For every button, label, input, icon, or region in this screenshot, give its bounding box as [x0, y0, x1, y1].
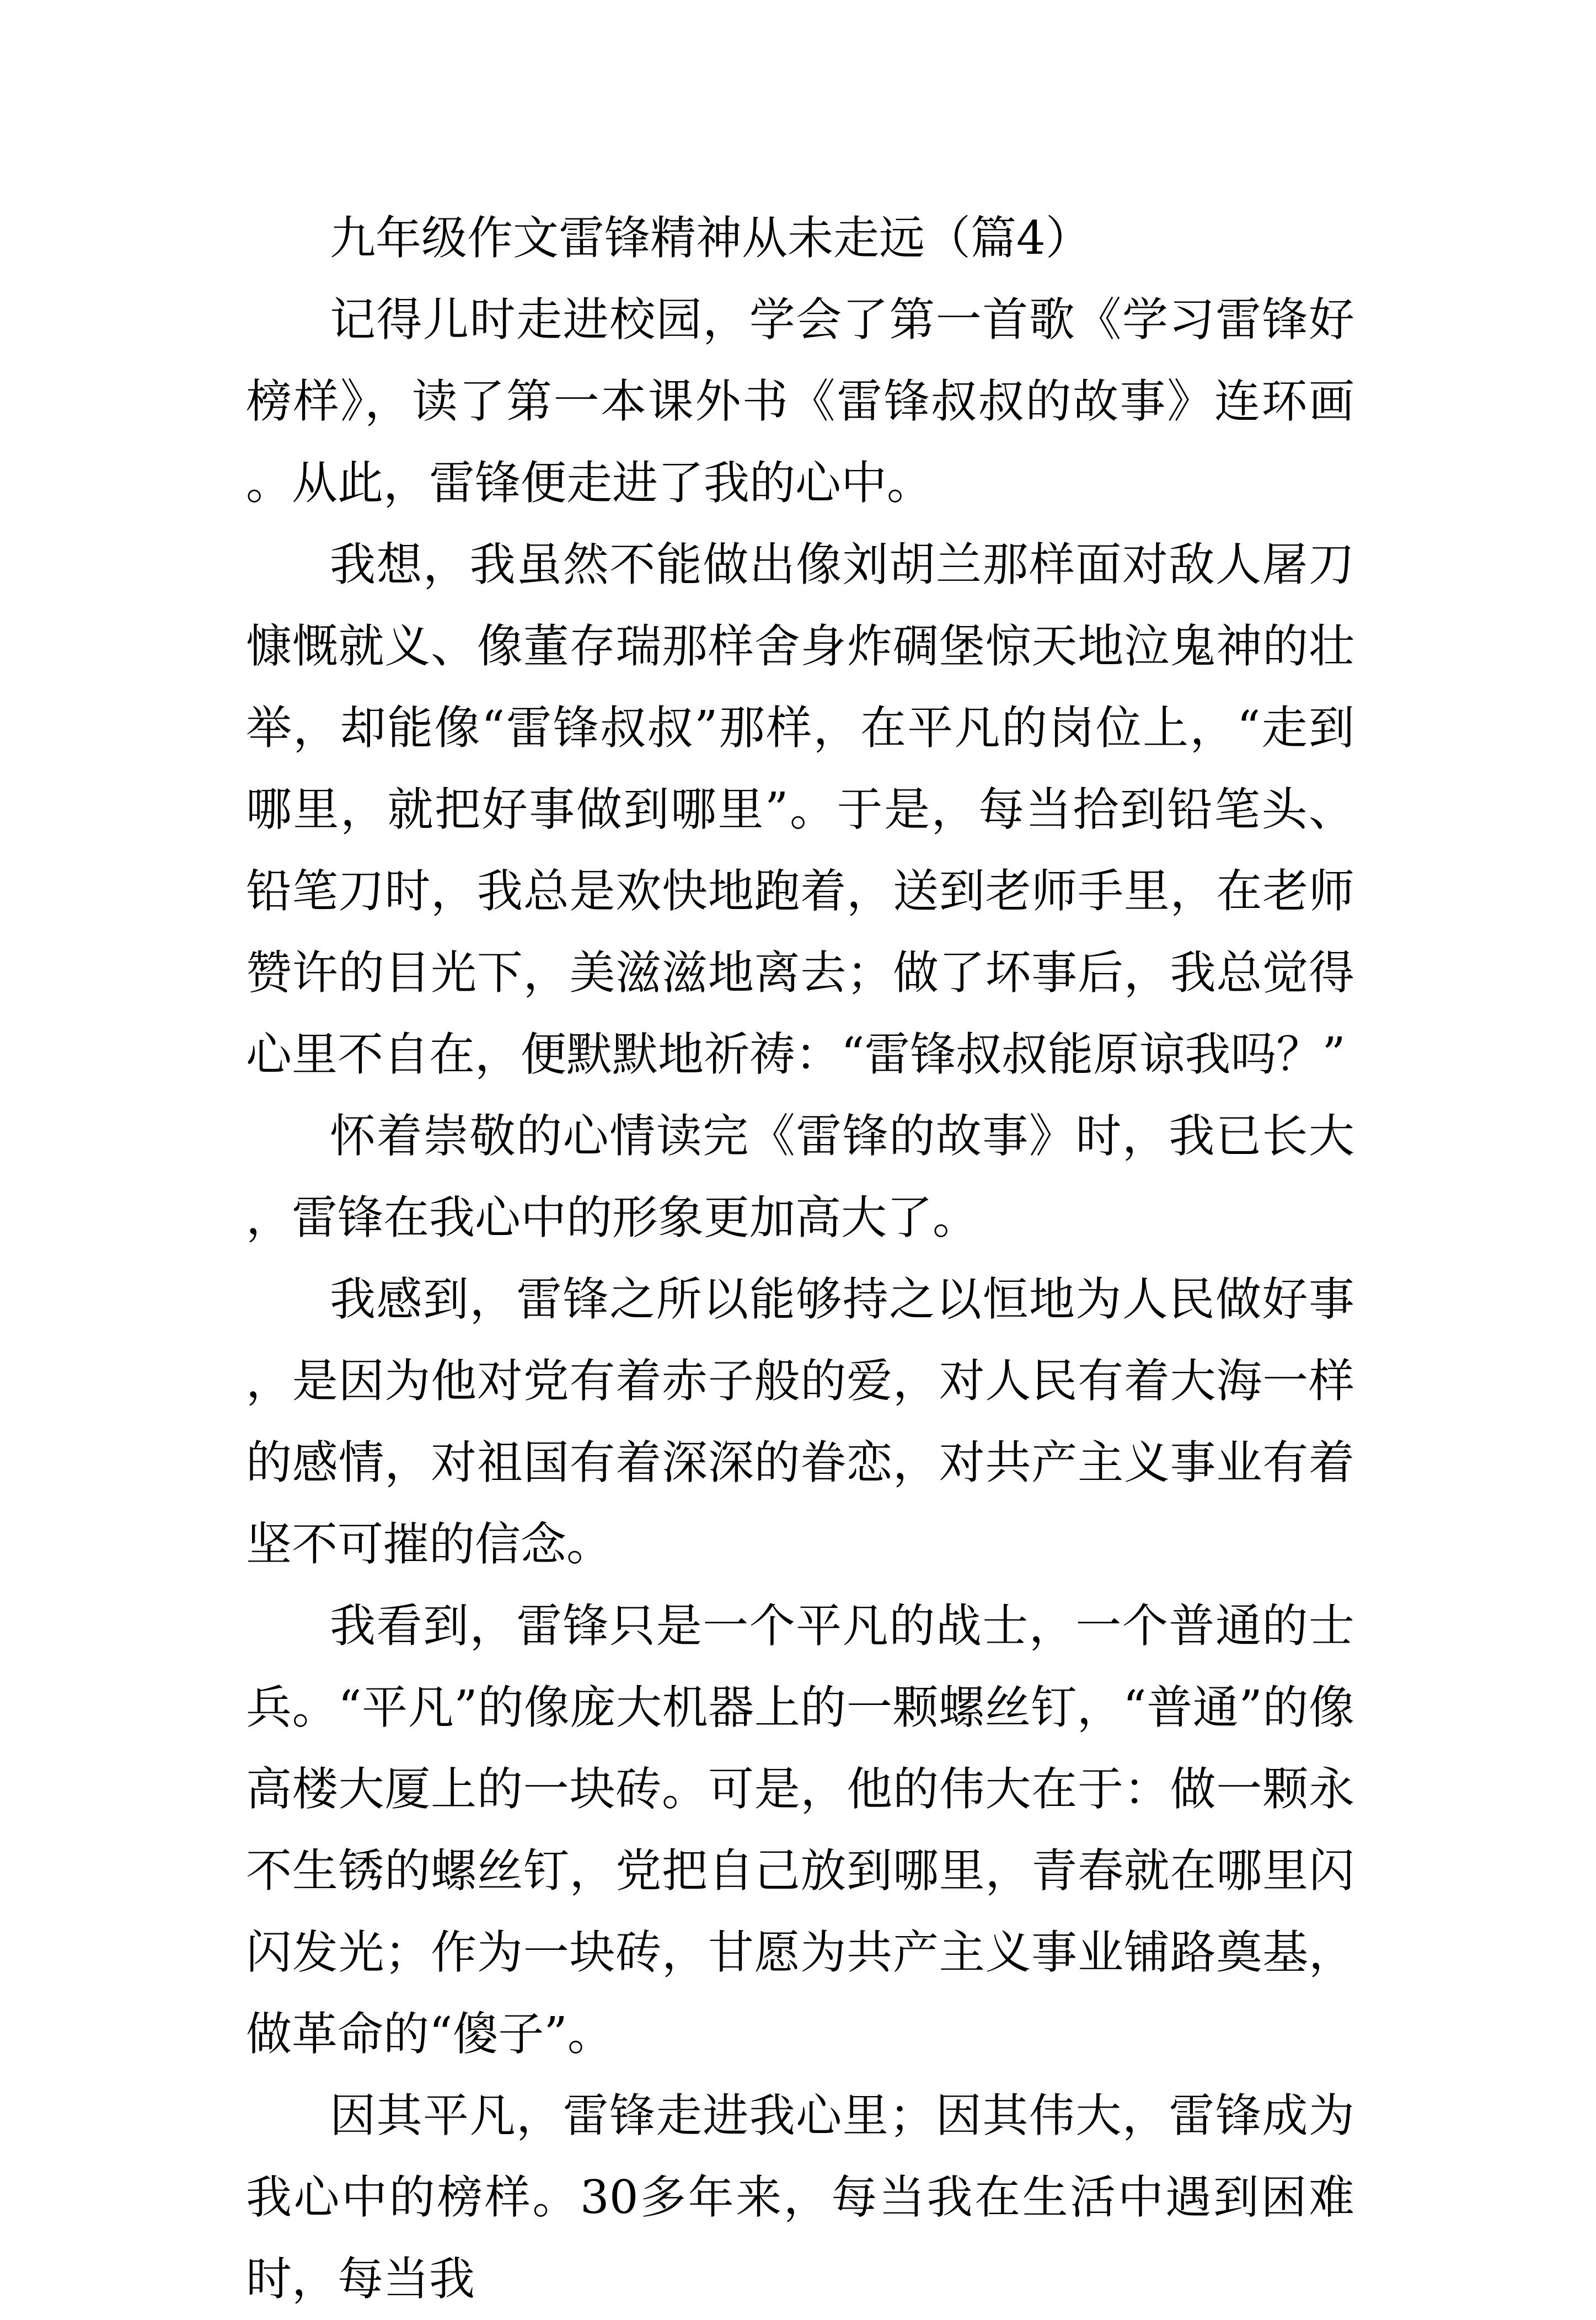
paragraph-role-model: 因其平凡，雷锋走进我心里；因其伟大，雷锋成为我心中的榜样。30多年来，每当我在生活中遇到困难时，每当我 [246, 2089, 1354, 2306]
paragraph-learning-from-lei-feng: 我想，我虽然不能做出像刘胡兰那样面对敌人屠刀慷慨就义、像董存瑞那样舍身炸碉堡惊天地泣鬼神的壮举，却能像“雷锋叔叔”那样，在平凡的岗位上，“走到哪里，就把好事做到哪里”。于是，每当拾到铅笔头、铅笔刀时，我总是欢快地跑着，送到老师手里，在老师赞许的目光下，美滋滋地离去；做了坏事后，我总觉得心里不自在，便默默地祈祷：“雷锋叔叔能原谅我吗？” [246, 538, 1354, 1081]
paragraph-ordinary-soldier: 我看到，雷锋只是一个平凡的战士，一个普通的士兵。“平凡”的像庞大机器上的一颗螺丝钉，“普通”的像高楼大厦上的一块砖。可是，他的伟大在于：做一颗永不生锈的螺丝钉，党把自己放到哪里，青春就在哪里闪闪发光；作为一块砖，甘愿为共产主义事业铺路奠基，做革命的“傻子”。 [246, 1599, 1354, 2061]
document-body [246, 197, 1354, 2320]
paragraph-growing-up: 怀着崇敬的心情读完《雷锋的故事》时，我已长大，雷锋在我心中的形象更加高大了。 [246, 1109, 1354, 1244]
document-title: 九年级作文雷锋精神从未走远（篇4） [330, 211, 1091, 265]
paragraph-childhood-memory: 记得儿时走进校园，学会了第一首歌《学习雷锋好榜样》，读了第一本课外书《雷锋叔叔的故事》连环画。从此，雷锋便走进了我的心中。 [246, 293, 1354, 510]
paragraph-reason-for-deeds: 我感到，雷锋之所以能够持之以恒地为人民做好事，是因为他对党有着赤子般的爱，对人民有着大海一样的感情，对祖国有着深深的眷恋，对共产主义事业有着坚不可摧的信念。 [246, 1273, 1354, 1571]
